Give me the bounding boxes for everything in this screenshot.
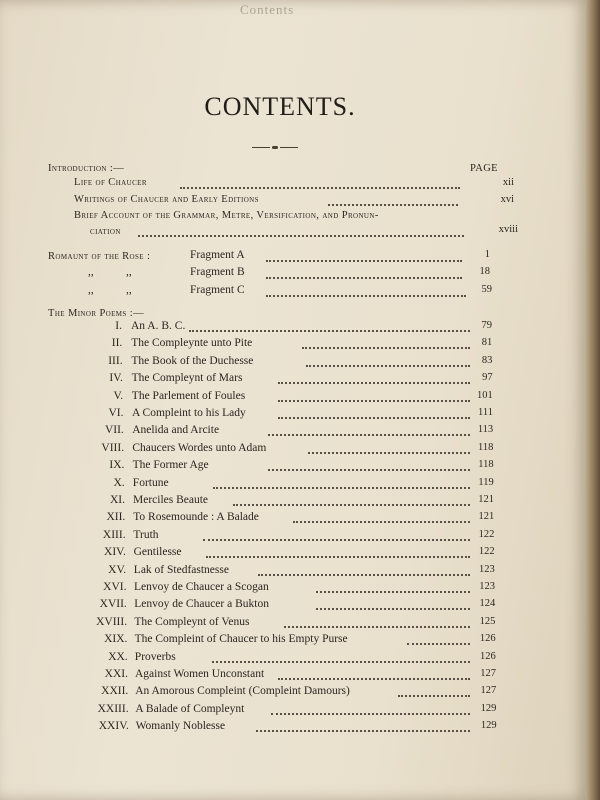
leader-dots — [302, 346, 470, 349]
poem-title: Womanly Noblesse — [135, 720, 226, 733]
toc-entry-page: 1 — [484, 249, 490, 260]
poem-page: 126 — [479, 633, 496, 645]
leader-dots — [258, 573, 470, 576]
poem-title: The Former Age — [132, 459, 209, 472]
poem-number: XI. — [109, 494, 125, 506]
leader-dots — [308, 451, 470, 454]
poem-number: III. — [108, 354, 123, 367]
poem-page: 113 — [477, 424, 494, 436]
poem-number: XV. — [108, 563, 127, 576]
poem-page: 127 — [480, 685, 497, 697]
romaunt-heading: Romaunt of the Rose : — [48, 251, 151, 262]
toc-entry-page: xii — [502, 177, 514, 188]
leader-dots — [328, 203, 458, 206]
poem-number: XVIII. — [96, 615, 128, 628]
poem-page: 129 — [480, 720, 497, 732]
poem-title: The Compleynt of Mars — [131, 372, 243, 385]
poem-page: 121 — [478, 494, 494, 505]
leader-dots — [271, 712, 470, 715]
poem-number: I. — [115, 320, 122, 332]
leader-dots — [278, 381, 470, 384]
leader-dots — [203, 538, 470, 541]
poem-number: XIV. — [104, 546, 126, 559]
leader-dots — [316, 590, 470, 593]
toc-entry-page: 59 — [481, 284, 492, 295]
toc-entry-label: Brief Account of the Grammar, Metre, Versification, and Pronun- — [74, 210, 379, 221]
poem-title: An A. B. C. — [131, 320, 186, 332]
ditto-mark: ,, — [126, 284, 132, 296]
poem-number: XXIV. — [98, 720, 129, 733]
leader-dots — [278, 416, 470, 419]
toc-entry-label: Life of Chaucer — [74, 177, 147, 188]
title-ornament — [252, 146, 298, 150]
poem-number: XXI. — [104, 668, 128, 680]
leader-dots — [284, 625, 470, 628]
poem-page: 127 — [480, 668, 496, 679]
leader-dots — [213, 486, 470, 489]
leader-dots — [180, 186, 460, 189]
toc-entry-page: xviii — [498, 224, 518, 235]
poem-page: 79 — [481, 320, 492, 331]
toc-entry-page: xvi — [500, 194, 514, 205]
toc-entry-label: Fragment B — [190, 266, 245, 278]
ditto-mark: ,, — [126, 266, 132, 278]
poem-page: 81 — [481, 337, 493, 349]
poem-page: 126 — [480, 650, 496, 662]
poem-title: The Parlement of Foules — [131, 389, 246, 402]
poem-page: 123 — [479, 581, 495, 592]
leader-dots — [306, 364, 470, 367]
poem-number: VIII. — [101, 441, 125, 454]
toc-entry-page: 18 — [479, 266, 490, 277]
poem-title: The Book of the Duchesse — [131, 354, 254, 367]
ditto-mark: ,, — [88, 284, 94, 296]
poem-title: The Compleynte unto Pite — [131, 337, 253, 350]
poem-title: Lenvoy de Chaucer a Bukton — [134, 598, 269, 611]
poem-page: 129 — [480, 702, 497, 714]
poem-page: 123 — [479, 563, 495, 575]
leader-dots — [266, 259, 462, 262]
poem-title: The Compleynt of Venus — [134, 615, 250, 628]
minor-poems-heading: The Minor Poems :— — [48, 308, 144, 319]
poem-number: V. — [113, 389, 124, 402]
poem-title: Lak of Stedfastnesse — [133, 563, 229, 576]
poem-number: XII. — [106, 511, 126, 524]
poem-page: 122 — [478, 528, 495, 540]
poem-title: Chaucers Wordes unto Adam — [132, 441, 267, 454]
poem-title: Anelida and Arcite — [132, 424, 220, 437]
leader-dots — [212, 660, 470, 663]
poem-title: Fortune — [132, 476, 169, 489]
page-edge — [586, 0, 600, 800]
poem-page: 125 — [479, 615, 496, 627]
toc-entry-label-continued: ciation — [90, 226, 121, 237]
poem-page: 101 — [477, 389, 493, 401]
leader-dots — [256, 729, 470, 732]
leader-dots — [278, 399, 470, 402]
leader-dots — [293, 520, 470, 523]
poem-number: IX. — [109, 459, 125, 472]
leader-dots — [268, 433, 470, 436]
poem-title: An Amorous Compleint (Compleint Damours) — [135, 685, 350, 698]
poem-title: Gentilesse — [133, 546, 182, 559]
bleed-through-header: Contents — [240, 2, 295, 17]
poem-title: Lenvoy de Chaucer a Scogan — [134, 581, 269, 593]
poem-number: XXIII. — [97, 702, 129, 715]
poem-number: XVII. — [99, 598, 127, 611]
introduction-heading: Introduction :— — [48, 163, 125, 174]
poem-number: XIX. — [104, 633, 128, 646]
ditto-mark: ,, — [88, 266, 94, 278]
poem-number: X. — [113, 476, 125, 489]
page-title: CONTENTS. — [204, 92, 356, 121]
poem-title: The Compleint of Chaucer to his Empty Purse — [134, 633, 348, 646]
poem-title: Truth — [133, 528, 159, 541]
leader-dots — [316, 607, 470, 610]
poem-number: XVI. — [103, 581, 127, 593]
toc-entry-label: Writings of Chaucer and Early Editions — [74, 194, 259, 205]
poem-number: XXII. — [101, 685, 129, 698]
poem-title: Against Women Unconstant — [135, 668, 265, 680]
leader-dots — [268, 468, 470, 471]
poem-page: 118 — [478, 459, 494, 471]
toc-entry-label: Fragment C — [190, 284, 245, 296]
poem-title: Proverbs — [134, 650, 176, 663]
poem-page: 83 — [481, 354, 493, 366]
poem-page: 97 — [482, 372, 493, 384]
leader-dots — [206, 555, 470, 558]
poem-number: XX. — [108, 650, 128, 663]
leader-dots — [266, 294, 466, 297]
poem-page: 118 — [478, 441, 494, 453]
leader-dots — [266, 276, 462, 279]
leader-dots — [138, 234, 464, 237]
poem-number: VII. — [104, 424, 124, 437]
poem-title: A Balade of Compleynt — [135, 702, 245, 715]
poem-number: XIII. — [102, 528, 126, 541]
poem-title: A Compleint to his Lady — [132, 407, 246, 419]
poem-page: 122 — [478, 546, 495, 558]
poem-page: 111 — [478, 407, 493, 418]
poem-number: VI. — [108, 407, 124, 419]
toc-entry-label: Fragment A — [190, 249, 245, 261]
poem-page: 119 — [478, 476, 494, 488]
leader-dots — [189, 329, 470, 332]
page-column-header: PAGE — [469, 163, 498, 174]
leader-dots — [233, 503, 470, 506]
poem-title: To Rosemounde : A Balade — [133, 511, 259, 524]
leader-dots — [278, 677, 470, 680]
poem-number: II. — [111, 337, 123, 350]
poem-page: 121 — [478, 511, 495, 523]
poem-number: IV. — [109, 372, 123, 385]
poem-title: Merciles Beaute — [133, 494, 209, 506]
poem-page: 124 — [479, 598, 496, 610]
